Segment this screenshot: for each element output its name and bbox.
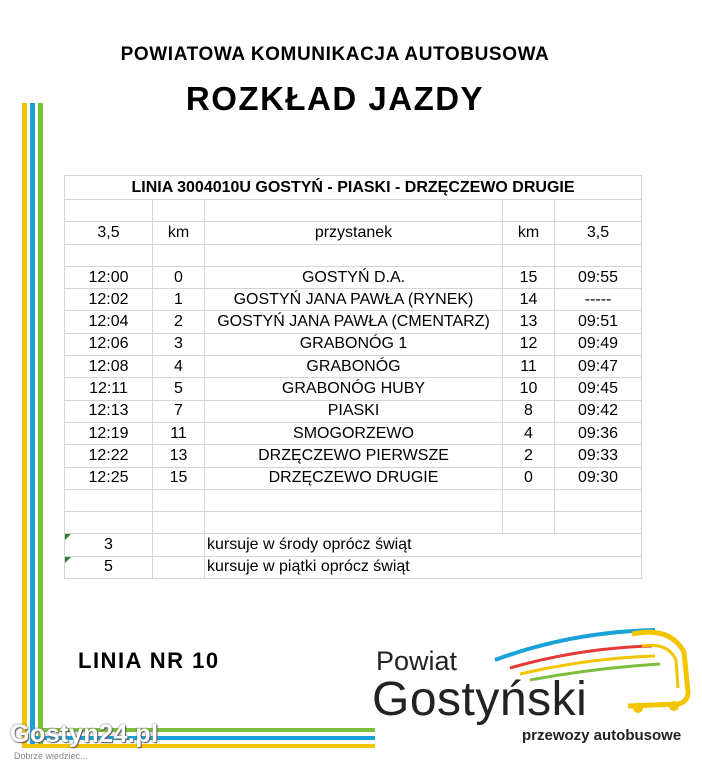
stop-name: GOSTYŃ D.A. — [205, 266, 503, 288]
green-stripe-vertical — [38, 103, 43, 748]
departure-time: 12:06 — [65, 333, 153, 355]
note-text: kursuje w środy oprócz świąt — [205, 534, 642, 556]
timetable-row — [65, 400, 642, 422]
departure-time: 12:04 — [65, 311, 153, 333]
logo-powiat-text: Powiat — [376, 646, 458, 676]
departure-time: 12:13 — [65, 400, 153, 422]
timetable-row — [65, 378, 642, 400]
km-return: 8 — [503, 400, 555, 422]
timetable-row — [65, 266, 642, 288]
return-time: 09:33 — [555, 445, 642, 467]
col-header-stop: przystanek — [205, 222, 503, 244]
departure-time: 12:25 — [65, 467, 153, 489]
km-return: 14 — [503, 289, 555, 311]
km-return: 10 — [503, 378, 555, 400]
stop-name: GOSTYŃ JANA PAWŁA (CMENTARZ) — [205, 311, 503, 333]
spacer-row — [65, 512, 642, 534]
departure-time: 12:02 — [65, 289, 153, 311]
spacer-row — [65, 200, 642, 222]
note-row — [65, 534, 642, 556]
return-time: 09:55 — [555, 266, 642, 288]
col-header-km: km — [153, 222, 205, 244]
yellow-stripe-vertical — [22, 103, 27, 748]
line-title: LINIA 3004010U GOSTYŃ - PIASKI - DRZĘCZEWO DRUGIE — [65, 176, 642, 200]
stop-name: DRZĘCZEWO DRUGIE — [205, 467, 503, 489]
departure-time: 12:22 — [65, 445, 153, 467]
stop-name: GRABONÓG HUBY — [205, 378, 503, 400]
timetable-row — [65, 445, 642, 467]
km-return: 4 — [503, 422, 555, 444]
stop-name: GRABONÓG 1 — [205, 333, 503, 355]
km-outbound: 2 — [153, 311, 205, 333]
spacer-row — [65, 244, 642, 266]
col-header-km-return: km — [503, 222, 555, 244]
km-outbound: 7 — [153, 400, 205, 422]
col-header-departure: 3,5 — [65, 222, 153, 244]
km-outbound: 3 — [153, 333, 205, 355]
km-outbound: 1 — [153, 289, 205, 311]
timetable-row — [65, 289, 642, 311]
note-code: 5 — [65, 556, 153, 578]
km-outbound: 5 — [153, 378, 205, 400]
timetable-row — [65, 333, 642, 355]
km-return: 15 — [503, 266, 555, 288]
km-outbound: 0 — [153, 266, 205, 288]
blue-stripe-vertical — [30, 103, 35, 748]
return-time: 09:47 — [555, 356, 642, 378]
watermark-slogan: Dobrze wiedzieć... — [14, 751, 88, 761]
km-return: 11 — [503, 356, 555, 378]
departure-time: 12:00 — [65, 266, 153, 288]
document-title: ROZKŁAD JAZDY — [185, 80, 485, 117]
departure-time: 12:19 — [65, 422, 153, 444]
line-number-label: LINIA NR 10 — [78, 648, 220, 673]
logo-name-text: Gostyński — [372, 673, 588, 726]
logo-tagline: przewozy autobusowe — [522, 727, 682, 744]
km-outbound: 11 — [153, 422, 205, 444]
timetable-row — [65, 356, 642, 378]
return-time: 09:49 — [555, 333, 642, 355]
stop-name: DRZĘCZEWO PIERWSZE — [205, 445, 503, 467]
return-time: 09:51 — [555, 311, 642, 333]
return-time: 09:45 — [555, 378, 642, 400]
return-time: 09:36 — [555, 422, 642, 444]
km-return: 2 — [503, 445, 555, 467]
note-text: kursuje w piątki oprócz świąt — [205, 556, 642, 578]
return-time: ----- — [555, 289, 642, 311]
stop-name: GOSTYŃ JANA PAWŁA (RYNEK) — [205, 289, 503, 311]
stop-name: SMOGORZEWO — [205, 422, 503, 444]
watermark-site: Gostyn24.pl — [10, 720, 159, 748]
km-return: 12 — [503, 333, 555, 355]
timetable — [64, 175, 642, 579]
return-time: 09:42 — [555, 400, 642, 422]
timetable-row — [65, 422, 642, 444]
column-header-row — [65, 222, 642, 244]
km-return: 0 — [503, 467, 555, 489]
km-outbound: 4 — [153, 356, 205, 378]
departure-time: 12:08 — [65, 356, 153, 378]
note-row — [65, 556, 642, 578]
return-time: 09:30 — [555, 467, 642, 489]
timetable-row — [65, 311, 642, 333]
km-return: 13 — [503, 311, 555, 333]
powiat-gostynski-logo — [370, 612, 700, 752]
company-heading: POWIATOWA KOMUNIKACJA AUTOBUSOWA — [120, 44, 550, 65]
col-header-return: 3,5 — [555, 222, 642, 244]
stop-name: GRABONÓG — [205, 356, 503, 378]
departure-time: 12:11 — [65, 378, 153, 400]
stop-name: PIASKI — [205, 400, 503, 422]
km-outbound: 15 — [153, 467, 205, 489]
km-outbound: 13 — [153, 445, 205, 467]
note-code: 3 — [65, 534, 153, 556]
timetable-row — [65, 467, 642, 489]
spacer-row — [65, 489, 642, 511]
